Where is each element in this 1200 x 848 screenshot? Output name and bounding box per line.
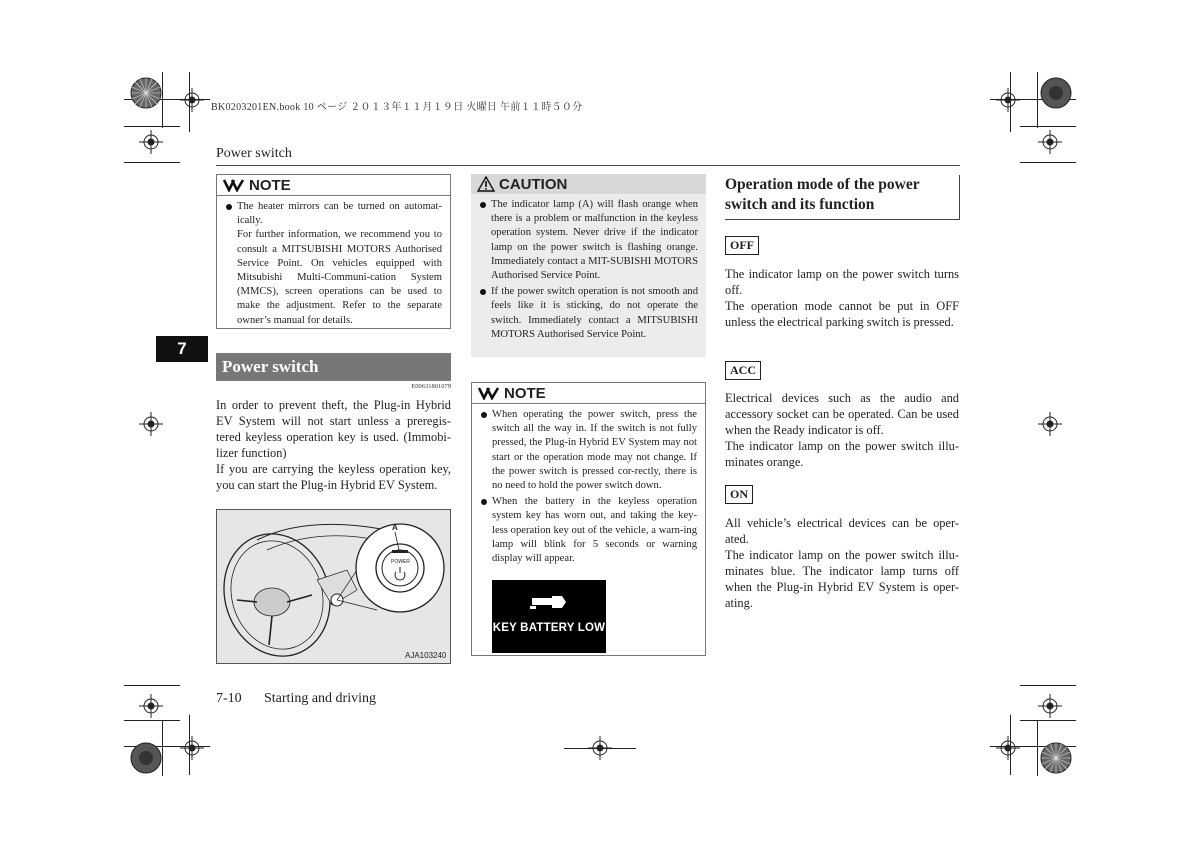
section-code: E00631801079 [411, 383, 451, 390]
body-paragraph: Electrical devices such as the audio and accessory socket can be operated. Can be used when the Ready indicator is off. [725, 391, 959, 437]
key-icon [530, 594, 568, 610]
registration-sunburst-icon [130, 77, 162, 109]
crosshair-target-icon [139, 130, 163, 154]
body-paragraph: The indicator lamp on the power switch turns off. [725, 267, 959, 297]
note-box-power-switch [471, 382, 706, 656]
caution-bullet [479, 198, 698, 283]
crosshair-target-icon [996, 88, 1020, 112]
note-box-heater-mirrors [216, 174, 451, 329]
illustration-code: AJA103240 [405, 651, 447, 660]
mode-label-off: OFF [725, 236, 759, 255]
running-head: Power switch [216, 146, 292, 161]
crosshair-target-icon [1038, 694, 1062, 718]
body-paragraph: All vehicle’s electrical devices can be oper-ated. [725, 516, 959, 546]
note-bullet [480, 408, 697, 493]
operation-mode-heading: Operation mode of the power switch and its function [725, 175, 960, 220]
body-paragraph: The operation mode cannot be put in OFF unless the electrical parking switch is pressed. [725, 299, 959, 329]
caution-text: The indicator lamp (A) will flash orange when there is a problem or malfunction in the keyless operation system. Never drive if the indicator lamp on the power switch is flashing orange. Immediately contact a MIT-SUBISHI MOTORS Authorised Service Point. [491, 199, 698, 282]
note-text: For further information, we recommend you to consult a MITSUBISHI MOTORS Authorised Service Point. On vehicles equipped with Mitsubishi Multi-Communi-cation System (MMCS), screen operations can be used to make the adjustment. Refer to the separate owner’s manual for details. [237, 229, 442, 326]
note-bullet [480, 495, 697, 566]
illustration-label-a: A [392, 523, 398, 532]
registration-sunburst-icon [130, 742, 162, 774]
note-text: When operating the power switch, press the switch all the way in. If the switch is not fully pressed, the Plug-in Hybrid EV System may not start or the operation mode may not change. If the power switch is pressed cor-rectly, there is no need to hold the power switch down. [492, 409, 697, 492]
note-bullet [225, 200, 442, 328]
warning-triangle-icon [477, 176, 495, 192]
body-paragraph: The indicator lamp on the power switch illu-minates blue. The indicator lamp turns off when the Plug-in Hybrid EV System is oper-ating. [725, 548, 959, 610]
print-header: BK0203201EN.book 10 ページ ２０１３年１１月１９日 火曜日 午前１１時５０分 [211, 102, 583, 113]
note-header [217, 175, 450, 196]
body-paragraph: The indicator lamp on the power switch illu-minates orange. [725, 439, 959, 469]
registration-sunburst-icon [1040, 77, 1072, 109]
steering-wheel-illustration [217, 510, 450, 663]
mode-off-description [725, 266, 959, 330]
power-switch-illustration [216, 509, 451, 664]
crosshair-target-icon [996, 736, 1020, 760]
registration-sunburst-icon [1040, 742, 1072, 774]
body-paragraph: In order to prevent theft, the Plug-in Hybrid EV System will not start unless a preregis-tered keyless operation key is used. (Immobi-lizer function) [216, 398, 451, 460]
chapter-tab: 7 [156, 336, 208, 362]
mode-label-on: ON [725, 485, 753, 504]
crosshair-target-icon [139, 412, 163, 436]
crosshair-target-icon [180, 88, 204, 112]
note-checkmark-icon [478, 386, 500, 400]
crosshair-target-icon [1038, 130, 1062, 154]
note-text: When the battery in the keyless operation system key has worn out, and taking the key-less operation key out of the vehicle, a warn-ing lamp will blink for 5 seconds or warning display will appear. [492, 496, 697, 565]
mode-acc-description [725, 390, 959, 470]
mode-on-description [725, 515, 959, 611]
mode-label-acc: ACC [725, 361, 761, 380]
page-number: 7-10 [216, 691, 242, 706]
caution-title: CAUTION [499, 175, 568, 193]
note-checkmark-icon [223, 178, 245, 192]
note-text: The heater mirrors can be turned on automat-ically. [237, 201, 442, 227]
caution-box [471, 174, 706, 357]
note-title: NOTE [504, 384, 546, 402]
mode-acc [725, 361, 761, 380]
power-switch-body [216, 397, 451, 493]
note-title: NOTE [249, 176, 291, 194]
caution-header [471, 174, 706, 194]
key-display-text: KEY BATTERY LOW [492, 622, 606, 634]
caution-text: If the power switch operation is not smooth and feels like it is sticking, do not operate the switch. Immediately contact a MITSUBISHI MOTORS Authorised Service Point. [491, 286, 698, 340]
crosshair-target-icon [139, 694, 163, 718]
mode-on [725, 485, 753, 504]
key-battery-low-display [492, 580, 606, 653]
illustration-button-text: POWER [391, 559, 410, 565]
body-paragraph: If you are carrying the keyless operation key, you can start the Plug-in Hybrid EV System. [216, 462, 451, 492]
crosshair-target-icon [180, 736, 204, 760]
caution-bullet [479, 285, 698, 342]
note-header [472, 383, 705, 404]
header-rule [216, 165, 960, 166]
chapter-name: Starting and driving [264, 691, 376, 706]
section-heading-power-switch: Power switch [216, 353, 451, 381]
crosshair-target-icon [1038, 412, 1062, 436]
mode-off [725, 236, 759, 255]
